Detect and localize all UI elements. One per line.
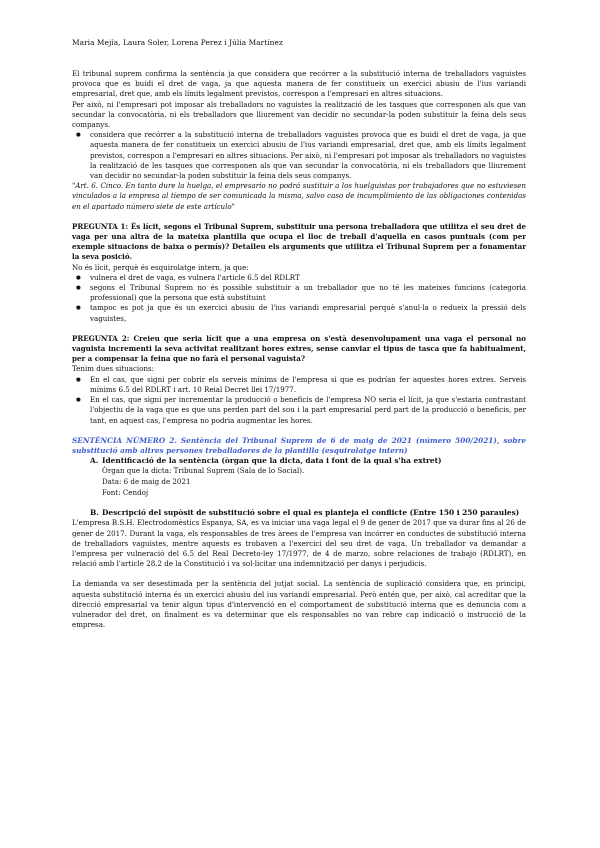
section-a-title: Identificació de la sentència (òrgan que la dicta, data i font de la qual s'ha extret) xyxy=(102,456,442,466)
case-paragraph-2: La demanda va ser desestimada per la sentència del jutjat social. La sentència de suplicació considera que, en principi, aquesta substitució interna és un exercici abusiu del ius variandi empresarial. Però entén que, per això, cal acreditar que la direcció empresarial va tenir algun tipus d'intervenció en el comportament de substitució interna que es denuncia com a vulnerador del dret, on finalment es va determinar que els responsables no van rebre cap indicació o instrucció de la empresa. xyxy=(72,579,526,630)
list-item: ● vulnera el dret de vaga, es vulnera l'article 6.5 del RDLRT xyxy=(72,273,526,283)
list-item: ● segons el Tribunal Suprem no és possible substituir a un treballador que no té les mateixes funcions (categoria professional) que la persona que està substituint xyxy=(72,283,526,303)
section-b-title: Descripció del supòsit de substitució sobre el qual es planteja el conflicte (Entre 150 i 250 paraules) xyxy=(102,508,520,518)
question-1-bullets xyxy=(72,273,526,324)
case-paragraph-1: L'empresa B.S.H. Electrodomèstics Espanya, SA, es va iniciar una vaga legal el 9 de gener de 2017 que va durar fins al 26 de gener de 2017. Durant la vaga, els responsables de tres àrees de l'empresa van incórrer en conductes de substitució interna de treballadors vaguistes, mentre aquests es trobaven a l'exercici del seu dret de vaga. Un treballador va demandar a l'empresa per vulneració del 6.5 del Real Decreto-ley 17/1977, de 4 de marzo, sobre relaciones de trabajo (RDLRT), en relació amb l'article 28.2 de la Constitució i va sol·licitar una indemnització per danys i perjudicis. xyxy=(72,518,526,569)
list-item: ● En el cas, que signi per incrementar la producció o beneficis de l'empresa NO seria el lícit, ja que s'estaria contrastant l'objectiu de la vaga que es que uns perden part del sou i la part empresarial perd part de la producció o beneficis, per tant, en aquest cas, l'empresa no podria augmentar les hores. xyxy=(72,395,526,426)
section-b-heading xyxy=(72,508,526,518)
list-item: ● En el cas, que signi per cobrir els serveis mínims de l'empresa si que es podrían fer aquestes hores extres. Serveis mínims 6.5 del RDLRT i art. 10 Reial Decret llei 17/1977. xyxy=(72,375,526,395)
section-a-heading xyxy=(72,456,526,466)
intro-paragraph-2: Per això, ni l'empresari pot imposar als treballadors no vaguistes la realització de les tasques que corresponen als que van secundar la convocatòria, ni els treballadors que lliurement van decidir no secundar-la poden substituir la feina dels seus companys. xyxy=(72,99,526,130)
list-item: ● considera que recórrer a la substitució interna de treballadors vaguistes provoca que es buidi el dret de vaga, ja que aquesta manera de fer constitueix un exercici abusiu de l'ius variandi empresarial, dret que, amb els límits legalment previstos, correspon a l'empresari en altres situacions. Per això, ni l'empresari pot imposar als treballadors no vaguistes la realització de les tasques que corresponen als que van secundar la convocatòria, ni els treballadors que lliurement van decidir no secundar-la poden substituir la feina dels seus companys. xyxy=(72,130,526,181)
info-source: Font: Cendoj xyxy=(102,487,149,497)
law-quote: "Art. 6. Cinco. En tanto dure la huelga, el empresario no podrá sustituir a los huelguistas por trabajadores que no estuviesen vinculados a la empresa al tiempo de ser comunicada la misma, salvo caso de incumplimiento de las obligaciones contenidas en el apartado número siete de este artículo" xyxy=(72,181,526,211)
sentence-title: SENTÈNCIA NÚMERO 2. Sentència del Tribunal Suprem de 6 de maig de 2021 (número 500/2021), sobre substitució amb altres persones treballadores de la plantilla (esquirolatge intern) xyxy=(72,435,526,455)
section-a-marker: A. xyxy=(90,456,99,466)
sentence-info xyxy=(72,466,526,498)
question-1: PREGUNTA 1: És lícit, segons el Tribunal Suprem, substituir una persona treballadora que utilitza el seu dret de vaga per una altra de la mateixa plantilla que ocupa el lloc de treball d'aquella en casos puntuals (com per exemple situacions de baixa o permís)? Detalleu els arguments que utilitza el Tribunal Suprem per a fonamentar la seva posició. xyxy=(72,221,526,262)
info-date: Data: 6 de maig de 2021 xyxy=(102,476,191,486)
page-header-authors: Maria Mejía, Laura Soler, Lorena Perez i Júlia Martínez xyxy=(72,38,283,47)
question-2-answer: Tenim dues situacions: xyxy=(72,364,155,374)
section-b-marker: B. xyxy=(90,508,99,518)
document-page xyxy=(72,38,526,630)
intro-paragraph-1: El tribunal suprem confirma la sentència ja que considera que recórrer a la substitució interna de treballadors vaguistes provoca que es buidi el dret de vaga, ja que aquesta manera de fer constitueix un exercici abusiu de l'ius variandi empresarial, dret que, amb els límits legalment previstos, correspon a l'empresari en altres situacions. xyxy=(72,69,526,99)
intro-bullet-list xyxy=(72,130,526,181)
question-2: PREGUNTA 2: Creieu que seria lícit que a una empresa on s'està desenvolupament una vaga el personal no vaguista incrementi la seva activitat realitzant hores extres, sense canviar el tipus de tasca que fa habitualment, per a compensar la feina que no farà el personal vaguista? xyxy=(72,333,526,364)
question-1-answer: No és lícit, perquè és esquirolatge intern, ja que: xyxy=(72,262,249,272)
question-2-bullets xyxy=(72,375,526,426)
info-organ: Òrgan que la dicta: Tribunal Suprem (Sala de lo Social). xyxy=(102,466,305,476)
list-item: ● tampoc es pot ja que és un exercici abusiu de l'ius variandi empresarial perquè s'anul·la o redueix la pressió dels vaguistes, xyxy=(72,303,526,323)
